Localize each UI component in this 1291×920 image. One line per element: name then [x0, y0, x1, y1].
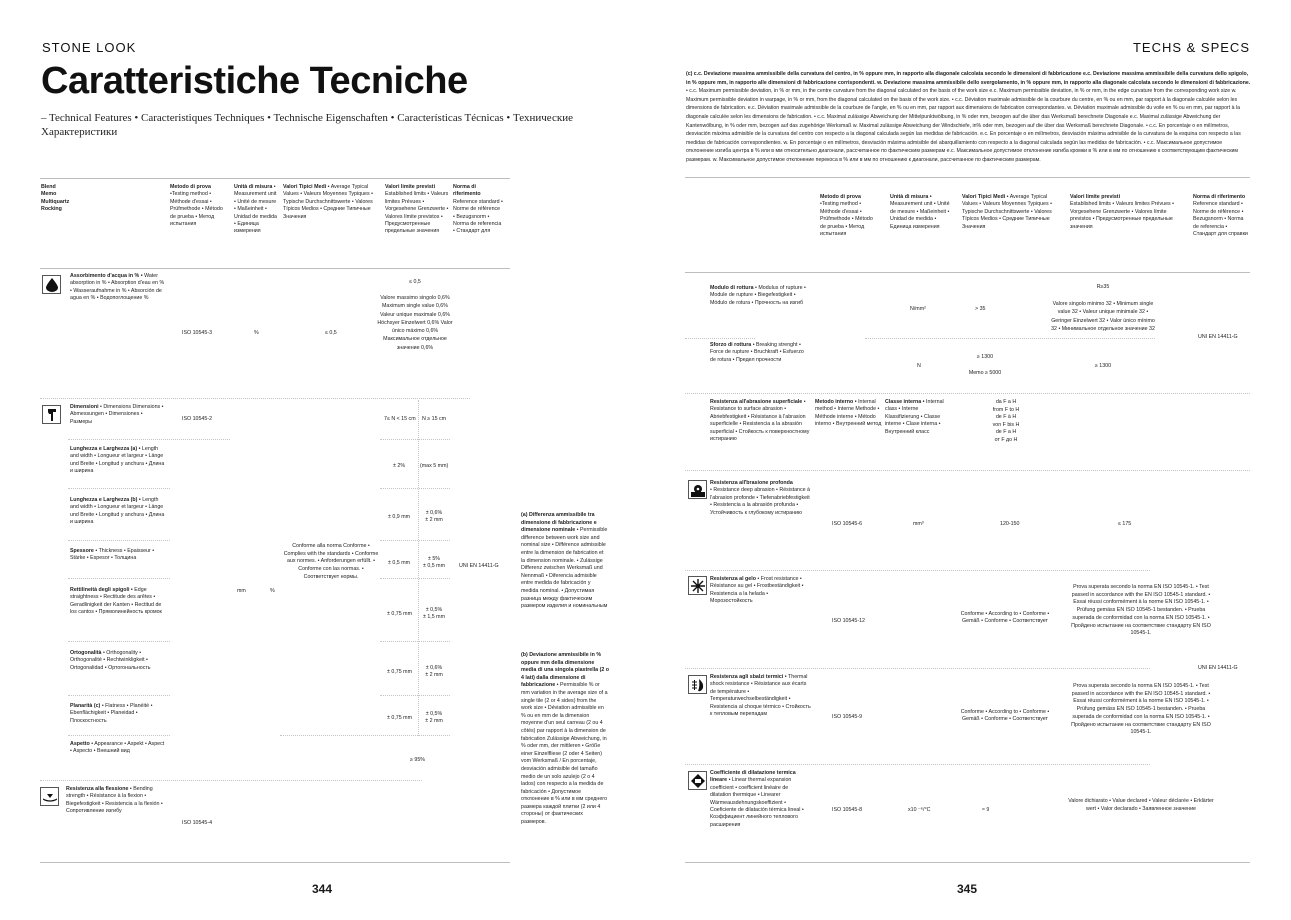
length-a-value: ± 2% — [393, 463, 406, 469]
divider — [380, 488, 450, 489]
divider — [40, 398, 470, 399]
header-method: Metodo di prova •Testing method • Méthode d'essai • Prüfmethode • Método de prueba • Метод испытания — [170, 184, 223, 228]
water-drop-icon — [42, 275, 61, 294]
note-a: (a) Differenza ammissibile tra dimensione di fabbricazione e dimensione nominale • Permissible difference between work size and nominal size • Différence admissible entre la dimension de fabrication et la dimension nominale. • Zulässige Differenz zwischen Werksmaß und Nennmaß • Diferencia admisible entre medida de fabricación y medida nominal. • Допустимая разница между фактическим размером изделия и номинальным — [521, 512, 608, 610]
breaking-typical: ≥ 1300 — [976, 354, 994, 360]
row-orthogonality: Ortogonalità • Orthogonality • Orthogonalité • Rechtwinkligkeit • Ortogonalidad • Ортогональность — [70, 650, 151, 671]
linear-method: ISO 10545-8 — [832, 807, 863, 813]
bending-icon — [40, 787, 59, 806]
breaking-unit: N — [917, 363, 921, 369]
divider — [685, 668, 1150, 669]
header-norm: Norma di riferimento Reference standard • Norme de référence • Bezugsnorm • Norma de referencia • Стандарт для справки — [1193, 194, 1248, 238]
header-typical: Valori Tipici Medi • Average Typical Values • Valeurs Moyennes Typiques • Typische Durchschnittswerte • Valores Típicos Medios • Средние Типичные Значения — [962, 194, 1052, 230]
dimensions-unit-mm: mm — [237, 588, 246, 594]
header-limits: Valori limite previsti Established limits • Valeurs limites Prévues • Vorgesehene Grenzwerte • Valores límite previstos • Предусмотренные предельные значения — [1070, 194, 1174, 230]
divider — [68, 735, 170, 736]
shock-limit: Prova superata secondo la norma EN ISO 10545-1. • Test passed in accordance with the EN ISO 10545-1 standard. • Essai réussi conformément à la norme EN ISO 10545-1. • Prüfung gemäss EN ISO 10545-1 bestanden. • Prueba superada de conformidad con la norma EN ISO 10545-1. • Пройдено испытание на соответствие стандарту EN ISO 10545-1. — [1071, 683, 1211, 736]
dimensions-range-large: N ≥ 15 cm — [422, 416, 447, 422]
section-kicker: STONE LOOK — [42, 40, 137, 55]
abrasion-values: da F a H from F to H de F à H von F bis H de F a H от F до H — [992, 399, 1020, 443]
divider — [68, 488, 170, 489]
ortho-limit: ± 0,6% ± 2 mm — [425, 665, 443, 679]
frost-typical: Conforme • According to • Conforme • Gemäß • Conforme • Соответствует — [960, 611, 1050, 625]
divider — [380, 695, 450, 696]
row-appearance: Aspetto • Appearance • Aspekt • Aspect • Aspecto • Внешний вид — [70, 741, 165, 755]
header-limits: Valori limite previsti Established limits • Valeurs limites Prévues • Vorgesehene Grenzwerte • Valores límite previstos • Предусмотренные предельные значения — [385, 184, 449, 235]
series-list — [41, 184, 81, 214]
caliper-icon — [42, 405, 61, 424]
section-kicker: TECHS & SPECS — [1132, 40, 1250, 55]
row-deep-abrasion: Resistenza all'brasione profonda • Resistance deep abrasion • Résistance à l'abrasion profonde • Tiefenabriebfestigkeit • Resistencia a la abrasión profunda • Устойчивость к глубокому истиранию — [710, 480, 810, 516]
modulus-unit: N/mm² — [910, 306, 926, 312]
header-norm: Norma di riferimento Reference standard • Norme de référence • Bezugsnorm • Norma de referencia • Стандарт для — [453, 184, 503, 235]
linear-limit: Valore dichiarato • Value declared • Valeur déclarée • Erklärter wert • Valor declarado • Заявленное значение — [1068, 798, 1214, 812]
divider — [40, 780, 422, 781]
snowflake-icon — [688, 576, 707, 595]
row-frost: Resistenza al gelo • Frost resistance • Résistance au gel • Frostbeständigkeit • Resistencia a la helada • Морозостойкость — [710, 576, 804, 605]
thickness-limit: ± 5% ± 0,5 mm — [422, 556, 446, 570]
header-unit: Unità di misura • Measurement unit • Unité de mesure • Maßeinheit • Unidad de medida • Единица измерения — [890, 194, 950, 230]
deep-abrasion-icon — [688, 480, 707, 499]
length-b-limit: ± 0,6% ± 2 mm — [425, 510, 443, 524]
row-linear-expansion: Coefficiente di dilatazione termica lineare • Linear thermal expansion coefficient • coefficient linéaire de dilatation thermique • Linearer Wärmeausdehnungskoeffizient • Coeficiente de dilatación térmica lineal • Коэффициент линейного теплового расширения — [710, 770, 804, 828]
modulus-limit-detail: Valore singolo minimo 32 • Minimum single value 32 • Valeur unique minimale 32 • Geringer Einzelwert 32 • Valor único mínimo 32 • Минимальное отдельное значение 32 — [1051, 301, 1155, 332]
dimensions-conforme: Conforme alla norma Conforme • Complies with the standards • Conforme aux normes. • Anforderungen erfüllt. • Conforme con las normas. • Соответствует нормы. — [283, 543, 379, 580]
bending-method: ISO 10545-4 — [182, 820, 213, 826]
divider — [68, 439, 230, 440]
breaking-limit: ≥ 1300 — [1094, 363, 1112, 369]
thermal-expansion-icon — [688, 771, 707, 790]
appearance-value: ≥ 95% — [410, 757, 425, 763]
series-item: Rocking — [41, 206, 62, 213]
thermal-shock-icon — [688, 675, 707, 694]
linear-typical: ≈ 9 — [982, 807, 990, 813]
dimensions-range-small: 7≤ N < 15 cm — [384, 416, 416, 422]
deep-typical: 120-150 — [1000, 521, 1020, 527]
edge-value: ± 0,75 mm — [387, 611, 412, 617]
bottom-rule — [685, 862, 1250, 863]
divider — [68, 641, 170, 642]
divider — [380, 641, 450, 642]
page-number: 344 — [312, 882, 333, 896]
divider — [68, 578, 170, 579]
thickness-value: ± 0,5 mm — [388, 560, 411, 566]
top-rule — [40, 178, 510, 179]
divider — [68, 695, 170, 696]
page-number: 345 — [957, 882, 978, 896]
header-rule — [40, 268, 510, 269]
page-subtitle: – Technical Features • Caracteristiques Techniques • Technische Eigenschaften • Características Técnicas • Технические Характеристики — [41, 112, 573, 138]
column-divider — [418, 400, 419, 736]
divider — [380, 439, 450, 440]
divider — [685, 470, 1250, 471]
frost-method: ISO 10545-12 — [832, 618, 865, 624]
header-unit: Unità di misura • Measurement unit • Unité de mesure • Maßeinheit • Unidad de medida • Единица измерения — [234, 184, 277, 235]
water-typical: ≤ 0,5 — [325, 330, 337, 336]
dimensions-method: ISO 10545-2 — [182, 416, 213, 422]
deep-method: ISO 10545-6 — [832, 521, 863, 527]
row-length-a: Lunghezza e Larghezza (a) • Length and width • Longueur et largeur • Länge und Breite • Longitud y anchura • Длина и ширина — [70, 446, 165, 475]
flat-limit: ± 0,5% ± 2 mm — [425, 711, 443, 725]
water-method: ISO 10545-3 — [182, 330, 213, 336]
length-b-value: ± 0,9 mm — [388, 514, 411, 520]
row-dimensions: Dimensioni • Dimensions Dimensions • Abmessungen • Dimensiones • Размеры — [70, 404, 164, 425]
header-typical: Valori Tipici Medi • Average Typical Values • Valeurs Moyennes Typiques • Typische Durchschnittswerte • Valores Típicos Medios • Средние Типичные Значения — [283, 184, 373, 220]
row-flatness: Planarità (c) • Flatness • Planéité • Ebenflächigkeit • Planeidad • Плоскостность — [70, 703, 153, 724]
row-modulus: Modulo di rottura • Modulus of rupture • Module de rupture • Biegefestigkeit • Módulo de rotura • Прочность на изгиб — [710, 285, 806, 306]
row-edge-straightness: Rettilineità degli spigoli • Edge straightness • Rectitude des arêtes • Geradlinigkeit der Kanten • Rectitud de los cantos • Прямолинейность кромок — [70, 587, 162, 616]
norm-value: UNI EN 14411-G — [1198, 334, 1238, 340]
water-unit: % — [254, 330, 259, 336]
shock-typical: Conforme • According to • Conforme • Gemäß • Conforme • Соответствует — [960, 709, 1050, 723]
series-item: Blend — [41, 184, 56, 190]
bottom-rule — [40, 862, 510, 863]
deep-unit: mm³ — [913, 521, 924, 527]
divider — [380, 540, 450, 541]
breaking-typical-memo: Memo ≥ 5000 — [968, 370, 1002, 376]
dimensions-unit-pct: % — [270, 588, 275, 594]
row-length-b: Lunghezza e Larghezza (b) • Length and width • Longueur et largeur • Länge und Breite • Longitud y anchura • Длина и ширина — [70, 497, 165, 526]
shock-method: ISO 10545-9 — [832, 714, 863, 720]
row-breaking: Sforzo di rottura • Breaking strenght • Force de rupture • Bruchkraft • Esfuerzo de rotura • Предел прочности — [710, 342, 804, 363]
series-item: Memo — [41, 191, 57, 198]
modulus-limit: R≥35 — [1096, 284, 1110, 290]
divider — [685, 338, 755, 339]
divider — [280, 735, 450, 736]
frost-limit: Prova superata secondo la norma EN ISO 10545-1. • Test passed in accordance with the EN ISO 10545-1 standard. • Essai réussi conformément à la norme EN ISO 10545-1. • Prüfung gemäss EN ISO 10545-1 bestanden. • Prueba superada de conformidad con la norma EN ISO 10545-1. • Пройдено испытание на соответствие стандарту EN ISO 10545-1. — [1071, 584, 1211, 637]
abrasion-class: Classe interna • Internal class • Interne Klassifizierung • Classe interne • Clase interna • Внутренний класс — [885, 399, 944, 435]
water-limit-detail: Valore massimo singolo 0,6% Maximum single value 0,6% Valeur unique maximale 0,6% Höchsyer Einzelwert 0,6% Valor único máximo 0,6% Максимальное отдельное значение 0,6% — [377, 295, 453, 351]
row-surface-abrasion: Resistenza all'abrasione superficiale • Resistance to surface abrasion • Abriebfestigkeit • Résistance à l'abrasion superficielle • Resistencia a la abrasión superficial • Стойкость к поверхностному истиранию — [710, 399, 810, 443]
divider — [685, 393, 1250, 394]
linear-unit: x10 ⁻⁶/°C — [908, 807, 931, 813]
page-title: Caratteristiche Tecniche — [41, 60, 468, 102]
norm-value: UNI EN 14411-G — [1198, 665, 1238, 671]
modulus-typical: > 35 — [975, 306, 986, 312]
length-a-max: (max 5 mm) — [420, 463, 449, 469]
water-limit: ≤ 0,5 — [409, 279, 421, 285]
ortho-value: ± 0,75 mm — [387, 669, 412, 675]
series-item: Multiquartz — [41, 198, 70, 205]
divider — [685, 570, 1150, 571]
note-b: (b) Deviazione ammissibile in % oppure mm della dimensione media di una singola piastrella (2 o 4 lati) dalla dimensione di fabbricazione • Permissible % or mm variation in the average size of a single tile (2 or 4 sides) from the work size • Déviation admissible en % ou en mm de la dimension moyenne d'un seul carreau (2 ou 4 côtés) par rapport à la dimension de fabrication Zulässige Abweichung, in % oder mm, der mittleren • Größe einer Einzelfliese (2 oder 4 Seiten) vom Werksmaß / En porcentaje, desviación admisible del tamaño medio de un solo azulejo (2 o 4 lados) con respecto a la medida de fabricación • Допустимое отклонение в % или в мм среднего размера каждой плитки (2 или 4 стороны) от фактических размеров. — [521, 652, 610, 826]
edge-limit: ± 0,5% ± 1,5 mm — [422, 607, 446, 621]
row-bending: Resistenza alla flessione • Bending strength • Résistance à la flexion • Biegefestigkeit • Resistencia a la flexión • Сопротивление изгибу — [66, 786, 163, 815]
divider — [380, 578, 450, 579]
row-thickness: Spessore • Thickness • Epaisseur • Stärke • Espesor • Толщина — [70, 548, 155, 562]
divider — [68, 540, 170, 541]
dimensions-norm: UNI EN 14411-G — [459, 563, 499, 569]
abrasion-method: Metodo interno • Internal method • Interne Methode • Méthode interne • Método interno • Внутренний метод — [815, 399, 882, 428]
row-thermal-shock: Resistenza agli sbalzi termici • Thermal shock resistance • Résistance aux écarts de température • Temperaturwechselbeständigkeit • Resistencia al choque térmico • Стойкость к тепловым перепадам — [710, 674, 811, 718]
header-rule — [685, 272, 1250, 273]
divider — [685, 764, 1150, 765]
top-rule — [685, 177, 1250, 178]
header-method: Metodo di prova •Testing method • Méthode d'essai • Prüfmethode • Método de prueba • Метод испытания — [820, 194, 873, 238]
deep-limit: ≤ 175 — [1118, 521, 1132, 527]
flat-value: ± 0,75 mm — [387, 715, 412, 721]
divider — [865, 338, 1155, 339]
footnote-c: (c) c.c. Deviazione massima ammissibile della curvatura del centro, in % oppure mm, in rapporto alla diagonale calcolata secondo le dimensioni di fabbricazione e.c. Deviazione massima ammissibile della curvatura dello spigolo, in % oppure mm, in rapporto alle dimensioni di fabbricazione corrispondenti. w. Deviazione massima ammissibile dello svergolamento, in % oppure mm, in rapporto alla diagonale calcolata secondo le dimensioni di fabbricazione. • c.c. Maximum permissible deviation, in % or mm, in the centre curvature from the diagonal calculated on the basis of the work size e.c. Maximum permissible deviation, in % or mm, in the edge curvature from the corresponding work size w. Maximum permissible deviation in warpage, in % or mm, from the diagonal calculated on the basis of the work size. • c.c. Déviation maximale admissible de la courbure du centre, en % ou en mm, par rapport à la diagonale calculée selon les dimensions de fabrication. e.c. Déviation maximale admissible de la courbure de l'angle, en % ou en mm, par rapport aux dimensions de fabrication correspondantes. w. Déviation maximale admissible du voile en % ou en mm, par rapport à la diagonale calculée selon les dimensions de fabrication. • c.c. Maximal zulässige Abweichung der Mittelpunktwölbung, in % oder mm, bezogen auf die über das Werksmaß berechnete Diagonale e.c. Maximal zulässige Abweichung der Kantenwölbung, in % oder mm, bezogen auf das zugehörige Werksmaß w. Maximal zulässige Abweichung der Windschiefe, in% oder mm, bezogen auf die über das Werksmaß berechnete Diagonale. • c.c. En porcentaje o en milímetros, desviación máxima admisible de la curvatura del centro con respecto a la diagonal calculada según las medidas de fabricación. e.c. En porcentaje o en milímetros, desviación máxima admisible de la curvatura de la esquina con respecto a las medidas de fabricación correspondientes. w. En porcentaje o en milímetros, desviación máxima admisible del abarquillamiento con respecto a la diagonal calculada según las medidas de fabricación. • c.c. Максимальное допустимое отклонение изгиба центра в % или в мм относительно диагонали, рассчитанное по фактическим размерам e.c. Максимальное допустимое отклонение изгиба кромки в % или в мм по отношению к соответствующим фактическим размерам. w. Максимальное допустимое отклонение перекоса в % или в мм по отношению к диагонали, рассчитанное по фактическим размерам. — [686, 71, 1251, 163]
row-water-absorption: Assorbimento d'acqua in % • Water absorption in % • Absorption d'eau en % • Wasseraufnahme in % • Absorción de agua en % • Водопоглощение % — [70, 273, 165, 302]
